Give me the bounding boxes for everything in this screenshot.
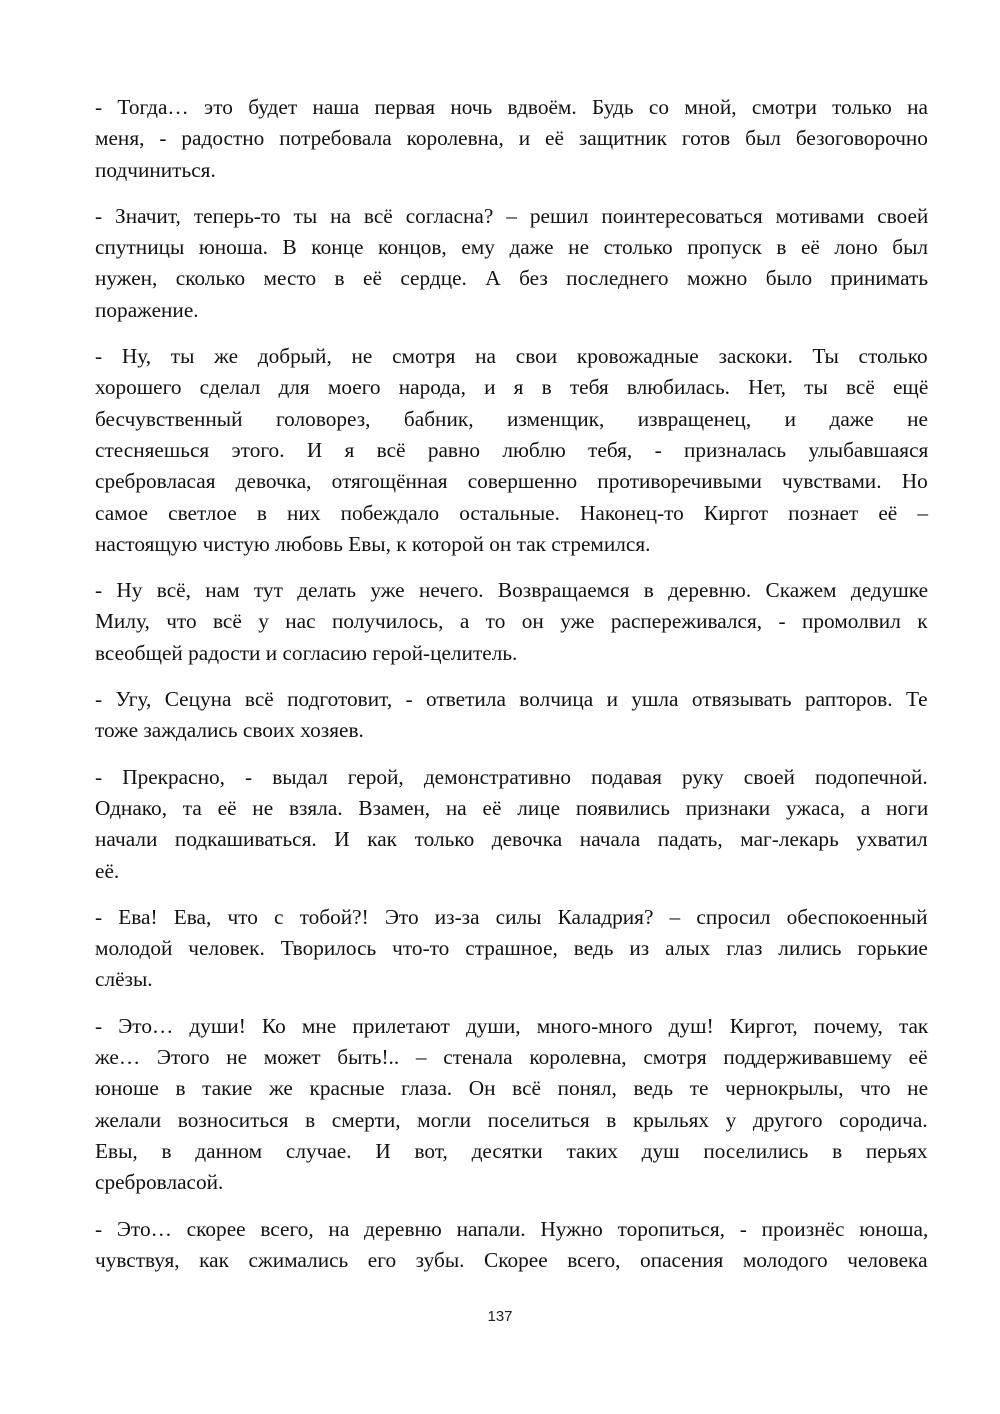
text-line: желали возноситься в смерти, могли поселиться в крыльях у другого сородича. — [95, 1107, 928, 1132]
text-line: - Угу, Сецуна всё подготовит, - ответила волчица и ушла отвязывать рапторов. Те — [95, 687, 928, 712]
text-line: - Ну всё, нам тут делать уже нечего. Возвращаемся в деревню. Скажем дедушке — [95, 578, 929, 603]
document-body — [95, 92, 928, 1291]
text-line: сребровласая девочка, отягощённая совершенно противоречивыми чувствами. Но — [95, 469, 928, 494]
text-line: молодой человек. Творилось что-то страшное, ведь из алых глаз лились горькие — [95, 936, 928, 961]
text-line: нужен, сколько место в её сердце. А без последнего можно было принимать — [95, 266, 929, 291]
paragraph — [95, 902, 928, 996]
text-line: настоящую чистую любовь Евы, к которой он так стремился. — [95, 531, 651, 556]
text-line: Однако, та её не взяла. Взамен, на её лице появились признаки ужаса, а ноги — [95, 795, 929, 820]
text-line: - Значит, теперь-то ты на всё согласна? – решил поинтересоваться мотивами своей — [95, 203, 929, 228]
paragraph — [95, 341, 928, 560]
text-line: начали подкашиваться. И как только девочка начала падать, маг-лекарь ухватил — [95, 827, 928, 852]
text-line: - Ева! Ева, что с тобой?! Это из-за силы Каладрия? – спросил обеспокоенный — [95, 904, 928, 929]
text-line: тоже заждались своих хозяев. — [95, 718, 364, 743]
text-line: Евы, в данном случае. И вот, десятки таких душ поселились в перьях — [95, 1138, 928, 1163]
text-line: поражение. — [95, 297, 199, 322]
text-line: - Это… скорее всего, на деревню напали. Нужно торопиться, - произнёс юноша, — [95, 1216, 929, 1241]
text-line: самое светлое в них побеждало остальные. Наконец-то Киргот познает её – — [95, 500, 929, 525]
text-line: спутницы юноша. В конце концов, ему даже не столько пропуск в её лоно был — [95, 235, 929, 260]
page-number: 137 — [487, 1308, 513, 1325]
text-line: хорошего сделал для моего народа, и я в тебя влюбилась. Нет, ты всё ещё — [95, 375, 929, 400]
text-line: - Ну, ты же добрый, не смотря на свои кровожадные заскоки. Ты столько — [95, 344, 928, 369]
text-line: чувствуя, как сжимались его зубы. Скорее всего, опасения молодого человека — [95, 1247, 928, 1272]
paragraph — [95, 684, 928, 747]
text-line: всеобщей радости и согласию герой-целитель. — [95, 640, 518, 665]
text-line: юноше в такие же красные глаза. Он всё понял, ведь те чернокрылы, что не — [95, 1076, 929, 1101]
paragraph — [95, 201, 928, 326]
text-line: стесняешься этого. И я всё равно люблю тебя, - призналась улыбавшаяся — [95, 437, 929, 462]
text-line: - Тогда… это будет наша первая ночь вдвоём. Будь со мной, смотри только на — [95, 95, 928, 119]
text-line: - Прекрасно, - выдал герой, демонстративно подавая руку своей подопечной. — [95, 764, 928, 789]
text-line: подчиниться. — [95, 157, 216, 182]
text-line: - Это… души! Ко мне прилетают души, много-много душ! Киргот, почему, так — [95, 1013, 929, 1038]
text-line: слёзы. — [95, 967, 153, 992]
text-line: её. — [95, 858, 120, 883]
text-line: сребровласой. — [95, 1170, 224, 1195]
paragraph — [95, 1011, 928, 1199]
text-line: Милу, что всё у нас получилось, а то он уже распереживался, - промолвил к — [95, 609, 928, 634]
text-line: меня, - радостно потребовала королевна, и её защитник готов был безоговорочно — [95, 126, 928, 151]
paragraph — [95, 575, 928, 669]
text-line: бесчувственный головорез, бабник, изменщик, извращенец, и даже не — [95, 406, 928, 431]
text-line: же… Этого не может быть!.. – стенала королевна, смотря поддерживавшему её — [95, 1045, 928, 1070]
paragraph — [95, 1214, 928, 1277]
paragraph — [95, 762, 928, 887]
paragraph — [95, 92, 928, 186]
